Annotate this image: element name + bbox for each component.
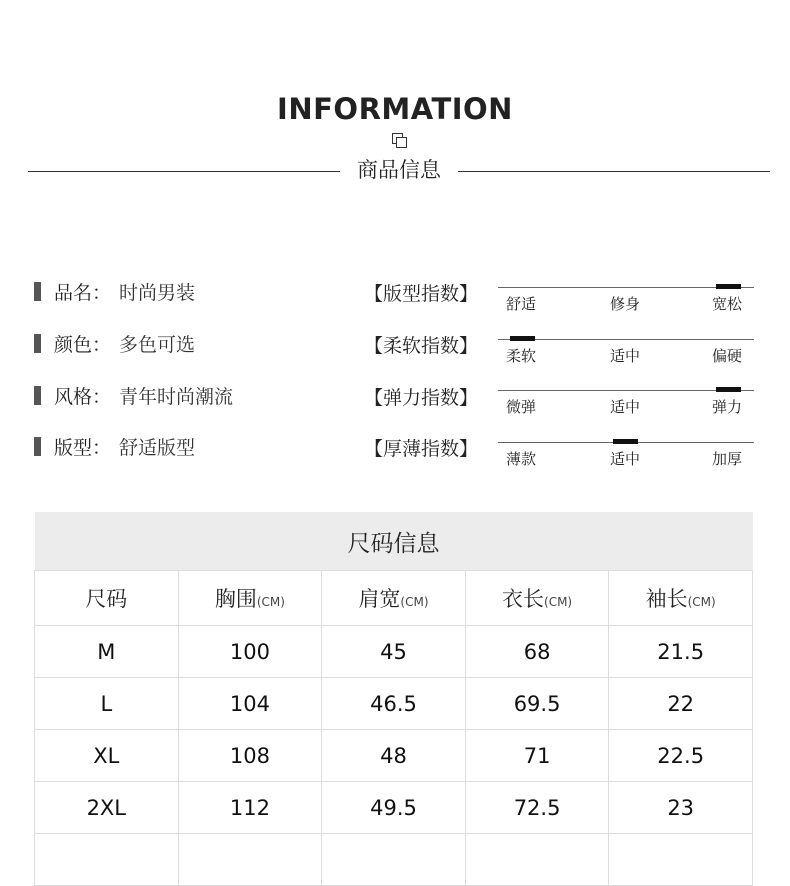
scale-text-right: 宽松 bbox=[712, 295, 743, 313]
scale-text-right: 偏硬 bbox=[712, 347, 743, 365]
column-header-name: 袖长 bbox=[645, 587, 688, 611]
table-cell: 72.5 bbox=[465, 782, 609, 834]
info-label: 版型 bbox=[54, 436, 93, 459]
column-header bbox=[35, 571, 179, 626]
table-row-cutoff bbox=[35, 834, 753, 886]
bullet-bar bbox=[34, 386, 41, 405]
table-cell: 100 bbox=[178, 626, 322, 678]
table-cell: 21.5 bbox=[609, 626, 753, 678]
info-value: 多色可选 bbox=[119, 333, 196, 356]
info-label: 品名 bbox=[54, 281, 93, 304]
section-title: INFORMATION bbox=[277, 92, 513, 126]
bullet-bar bbox=[34, 437, 41, 456]
size-table-title-row bbox=[35, 512, 753, 571]
overlap-squares-icon bbox=[392, 133, 406, 147]
column-header-unit: (CM) bbox=[256, 595, 285, 609]
table-cell: L bbox=[35, 678, 179, 730]
info-value: 青年时尚潮流 bbox=[119, 385, 234, 408]
column-header bbox=[178, 571, 322, 626]
divider-right bbox=[458, 171, 770, 172]
index-scale-thickness bbox=[498, 440, 754, 470]
size-table bbox=[34, 512, 753, 886]
index-label-softness: 【柔软指数】 bbox=[364, 335, 479, 357]
column-header-unit: (CM) bbox=[687, 595, 716, 609]
info-colon: ： bbox=[92, 385, 112, 408]
section-subtitle: 商品信息 bbox=[357, 158, 441, 182]
index-label-elasticity: 【弹力指数】 bbox=[364, 387, 479, 409]
scale-text-mid: 修身 bbox=[610, 295, 641, 313]
scale-marker bbox=[716, 284, 741, 289]
scale-marker bbox=[613, 439, 638, 444]
table-cell: XL bbox=[35, 730, 179, 782]
info-row-fit bbox=[34, 434, 195, 458]
info-colon: ： bbox=[92, 436, 112, 459]
size-table-title: 尺码信息 bbox=[35, 512, 753, 571]
index-scale-elasticity bbox=[498, 388, 754, 418]
info-value: 时尚男装 bbox=[119, 281, 196, 304]
table-cell: 104 bbox=[178, 678, 322, 730]
table-cell: 69.5 bbox=[465, 678, 609, 730]
column-header-name: 尺码 bbox=[85, 587, 128, 611]
scale-text-right: 加厚 bbox=[712, 450, 743, 468]
table-cell: 22 bbox=[609, 678, 753, 730]
table-row bbox=[35, 626, 753, 678]
scale-text-right: 弹力 bbox=[712, 398, 743, 416]
column-header-name: 衣长 bbox=[502, 587, 545, 611]
scale-marker bbox=[716, 387, 741, 392]
table-cell: 48 bbox=[322, 730, 466, 782]
table-cell: 45 bbox=[322, 626, 466, 678]
column-header bbox=[322, 571, 466, 626]
info-row-name bbox=[34, 279, 195, 303]
table-row bbox=[35, 782, 753, 834]
scale-text-left: 微弹 bbox=[506, 398, 537, 416]
column-header-name: 肩宽 bbox=[358, 587, 401, 611]
table-cell: 46.5 bbox=[322, 678, 466, 730]
scale-text-mid: 适中 bbox=[610, 347, 641, 365]
table-row bbox=[35, 678, 753, 730]
info-row-style bbox=[34, 383, 233, 407]
info-colon: ： bbox=[92, 281, 112, 304]
bullet-bar bbox=[34, 334, 41, 353]
info-label: 颜色 bbox=[54, 333, 93, 356]
table-cell: 71 bbox=[465, 730, 609, 782]
table-cell: 68 bbox=[465, 626, 609, 678]
scale-text-mid: 适中 bbox=[610, 450, 641, 468]
scale-line bbox=[498, 339, 754, 340]
info-colon: ： bbox=[92, 333, 112, 356]
scale-text-mid: 适中 bbox=[610, 398, 641, 416]
scale-text-left: 柔软 bbox=[506, 347, 537, 365]
index-label-fit: 【版型指数】 bbox=[364, 283, 479, 305]
scale-text-left: 薄款 bbox=[506, 450, 537, 468]
section-subtitle-block bbox=[28, 152, 770, 188]
scale-text-left: 舒适 bbox=[506, 295, 537, 313]
table-cell: 112 bbox=[178, 782, 322, 834]
table-cell: 49.5 bbox=[322, 782, 466, 834]
index-scale-softness bbox=[498, 337, 754, 367]
table-cell: 22.5 bbox=[609, 730, 753, 782]
index-label-thickness: 【厚薄指数】 bbox=[364, 438, 479, 460]
scale-marker bbox=[510, 336, 535, 341]
table-cell: 108 bbox=[178, 730, 322, 782]
column-header-name: 胸围 bbox=[214, 587, 257, 611]
column-header-unit: (CM) bbox=[400, 595, 429, 609]
table-row bbox=[35, 730, 753, 782]
column-header bbox=[465, 571, 609, 626]
index-scale-fit bbox=[498, 285, 754, 315]
bullet-bar bbox=[34, 282, 41, 301]
column-header-unit: (CM) bbox=[544, 595, 573, 609]
table-cell: M bbox=[35, 626, 179, 678]
info-value: 舒适版型 bbox=[119, 436, 196, 459]
table-cell: 23 bbox=[609, 782, 753, 834]
table-cell: 2XL bbox=[35, 782, 179, 834]
info-label: 风格 bbox=[54, 385, 93, 408]
size-table-header-row bbox=[35, 571, 753, 626]
info-row-color bbox=[34, 331, 195, 355]
column-header bbox=[609, 571, 753, 626]
